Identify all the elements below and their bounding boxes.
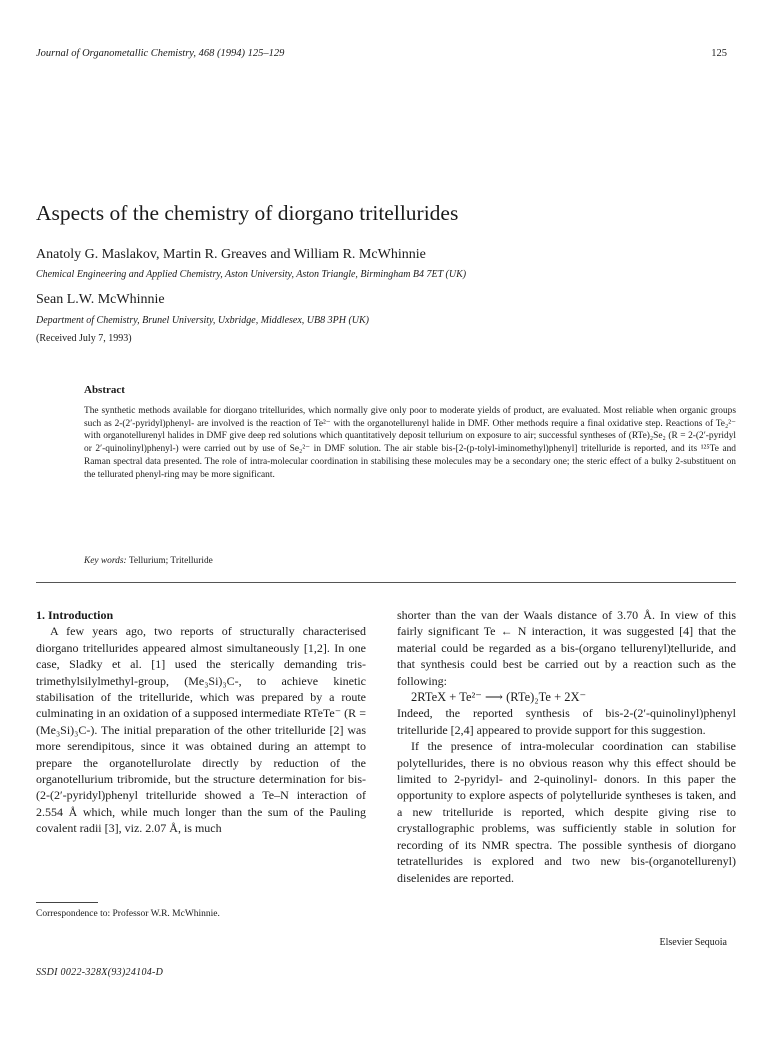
reaction-equation: 2RTeX + Te²⁻ ⟶ (RTe)₂Te + 2X⁻ <box>411 690 587 705</box>
left-column <box>36 607 366 837</box>
intro-paragraph-right-2: Indeed, the reported synthesis of bis-2-(2′-quinolinyl)phenyl tritelluride [2,4] appeared to provide support for this suggestion. <box>397 706 736 737</box>
authors-line-1: Anatoly G. Maslakov, Martin R. Greaves and William R. McWhinnie <box>36 247 426 262</box>
intro-paragraph-right-3: If the presence of intra-molecular coordination can stabilise polytellurides, there is no obvious reason why this effect should be limited to 2-pyridyl- and 2-quinolinyl- donors. In this paper the opportunity to explore aspects of polytelluride syntheses is taken, and a new tritelluride is reported, which despite giving rise to crystallographic problems, was sufficiently stable in solution for recording of its NMR spectra. The possible synthesis of diorgano tetratellurides is explored and two new bis-(organotellurenyl) diselenides are reported. <box>397 739 736 885</box>
section-heading: 1. Introduction <box>36 608 114 622</box>
authors-line-2: Sean L.W. McWhinnie <box>36 292 165 307</box>
intro-paragraph-right-1: shorter than the van der Waals distance of 3.70 Å. In view of this fairly significant Te ← N interaction, it was suggested [4] that the material could be regarded as a bis-(organo tellurenyl)telluride, and that synthesis could best be carried out by a reaction such as the following: <box>397 608 736 688</box>
affiliation-2: Department of Chemistry, Brunel University, Uxbridge, Middlesex, UB8 3PH (UK) <box>36 315 369 326</box>
article-title: Aspects of the chemistry of diorgano tritellurides <box>36 201 459 225</box>
publisher-name: Elsevier Sequoia <box>659 937 727 948</box>
abstract-text: The synthetic methods available for diorgano tritellurides, which normally give only poor to moderate yields of product, are evaluated. Most reliable when organic groups such as 2-(2′-pyridyl)phenyl- are involved is the reaction of Te²⁻ with the organotellurenyl halide in DMF. Other methods require a final oxidative step. Reactions of Te₂²⁻ with organotellurenyl halides in DMF give deep red solutions which quantitatively deposit tellurium on exposure to air; successful syntheses of (RTe)₂Se₂ (R = 2-(2′-pyridyl or 2′-quinolinyl)phenyl-) were carried out by use of Se₂²⁻ in DMF solution. The air stable bis-[2-(p-tolyl-iminomethyl)phenyl] tritelluride is reported, and its ¹²⁵Te and Raman spectral data presented. The role of intra-molecular coordination in stabilising these molecules may be a secondary one; the steric effect of a bulky 2-substituent on the tellurated phenyl-ring may be more significant. <box>84 406 736 480</box>
page-number: 125 <box>711 48 727 59</box>
keywords-list: Tellurium; Tritelluride <box>128 556 213 566</box>
keywords-label: Key words: <box>84 556 127 566</box>
footnote-rule <box>36 902 98 903</box>
abstract-heading: Abstract <box>84 384 125 396</box>
received-date: (Received July 7, 1993) <box>36 333 132 344</box>
ssdi-code: SSDI 0022-328X(93)24104-D <box>36 967 164 978</box>
right-column <box>397 607 736 886</box>
journal-citation: Journal of Organometallic Chemistry, 468 (1994) 125–129 <box>36 48 285 59</box>
section-divider <box>36 582 736 583</box>
affiliation-1: Chemical Engineering and Applied Chemistry, Aston University, Aston Triangle, Birmingham B4 7ET (UK) <box>36 269 467 280</box>
correspondence-footnote: Correspondence to: Professor W.R. McWhinnie. <box>36 909 220 919</box>
intro-paragraph-left: A few years ago, two reports of structurally characterised diorgano tritellurides appeared almost simultaneously [1,2]. In one case, Sladky et al. [1] used the sterically demanding tris-trimethylsilylmethyl-group, (Me₃Si)₃C-, to achieve kinetic stabilisation of the tritelluride, which was prepared by a route culminating in an oxidation of a supposed intermediate RTeTe⁻ (R = (Me₃Si)₃C-). The initial preparation of the other tritelluride [2] was more serendipitous, since it was obtained during an attempt to prepare the organotellurolate directly by reduction of the organotellurium tribromide, but the structure determination for bis-(2-(2′-pyridyl)phenyl tritelluride showed a Te–N interaction of 2.554 Å which, while much longer than the sum of the Pauling covalent radii [3], viz. 2.07 Å, is much <box>36 624 366 836</box>
keywords <box>84 556 213 566</box>
